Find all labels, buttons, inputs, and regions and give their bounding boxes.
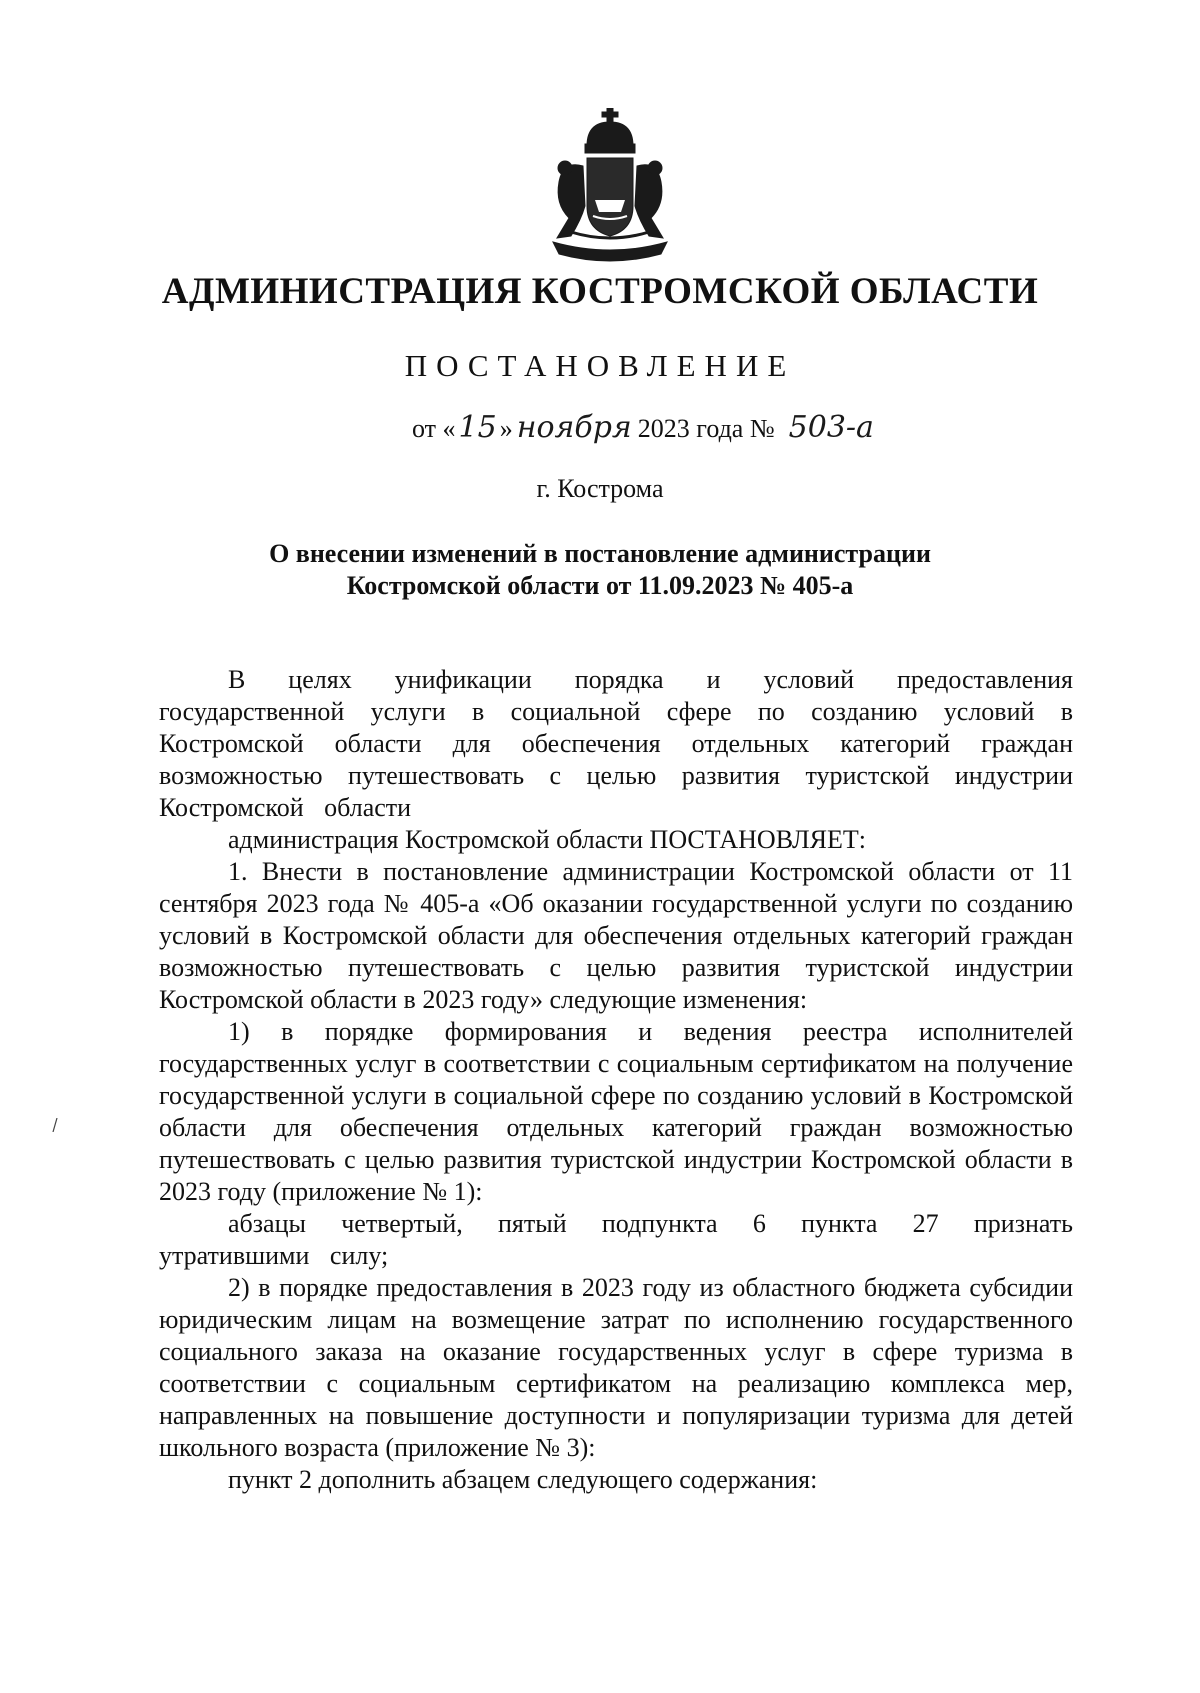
paragraph-item-1: 1. Внести в постановление администрации Костромской области от 11 сентября 2023 года № 405-а «Об оказании государственной услуги по созданию условий в Костромской области для обеспечения отдельных категорий граждан возможностью путешествовать с целью развития туристской индустрии Костромской области в 2023 году» следующие изменения: [159, 857, 1073, 1014]
document-body [159, 664, 1073, 1496]
subject-line-2: Костромской области от 11.09.2023 № 405-а [346, 571, 854, 600]
document-subject [0, 538, 1200, 602]
paragraph-subitem-1: 1) в порядке формирования и ведения реестра исполнителей государственных услуг в соответствии с социальным сертификатом на получение государственной услуги в социальной сфере по созданию условий в Костромской области для обеспечения отдельных категорий граждан возможностью путешествовать с целью развития туристской индустрии Костромской области в 2023 году (приложение № 1): [159, 1017, 1073, 1206]
coat-of-arms-icon [535, 108, 685, 268]
subject-line-1: О внесении изменений в постановление администрации [269, 539, 931, 568]
date-month: ноября [516, 410, 632, 445]
paragraph-repeal: абзацы четвертый, пятый подпункта 6 пункта 27 признать утратившими силу; [159, 1209, 1073, 1270]
date-day: 15 [458, 410, 497, 445]
paragraph-decree: администрация Костромской области ПОСТАНОВЛЯЕТ: [228, 825, 867, 854]
margin-mark [52, 1118, 58, 1132]
date-year-text: 2023 года № [637, 414, 775, 443]
paragraph-preamble: В целях унификации порядка и условий предоставления государственной услуги в социальной сфере по созданию условий в Костромской области для обеспечения отдельных категорий граждан возможностью путешествовать с целью развития туристской индустрии Костромской области [159, 665, 1073, 822]
document-number: 503-а [788, 410, 874, 445]
organization-title: АДМИНИСТРАЦИЯ КОСТРОМСКОЙ ОБЛАСТИ [161, 271, 1039, 312]
date-mid: » [499, 414, 513, 443]
document-type: ПОСТАНОВЛЕНИЕ [404, 348, 796, 383]
date-prefix: от « [412, 414, 456, 443]
city: г. Кострома [536, 474, 664, 503]
paragraph-subitem-2: 2) в порядке предоставления в 2023 году из областного бюджета субсидии юридическим лицам на возмещение затрат по исполнению государственного социального заказа на оказание государственных услуг в сфере туризма в соответствии с социальным сертификатом на реализацию комплекса мер, направленных на повышение доступности и популяризации туризма для детей школьного возраста (приложение № 3): [159, 1273, 1073, 1462]
date-line [412, 410, 874, 445]
paragraph-addition: пункт 2 дополнить абзацем следующего содержания: [228, 1465, 818, 1494]
